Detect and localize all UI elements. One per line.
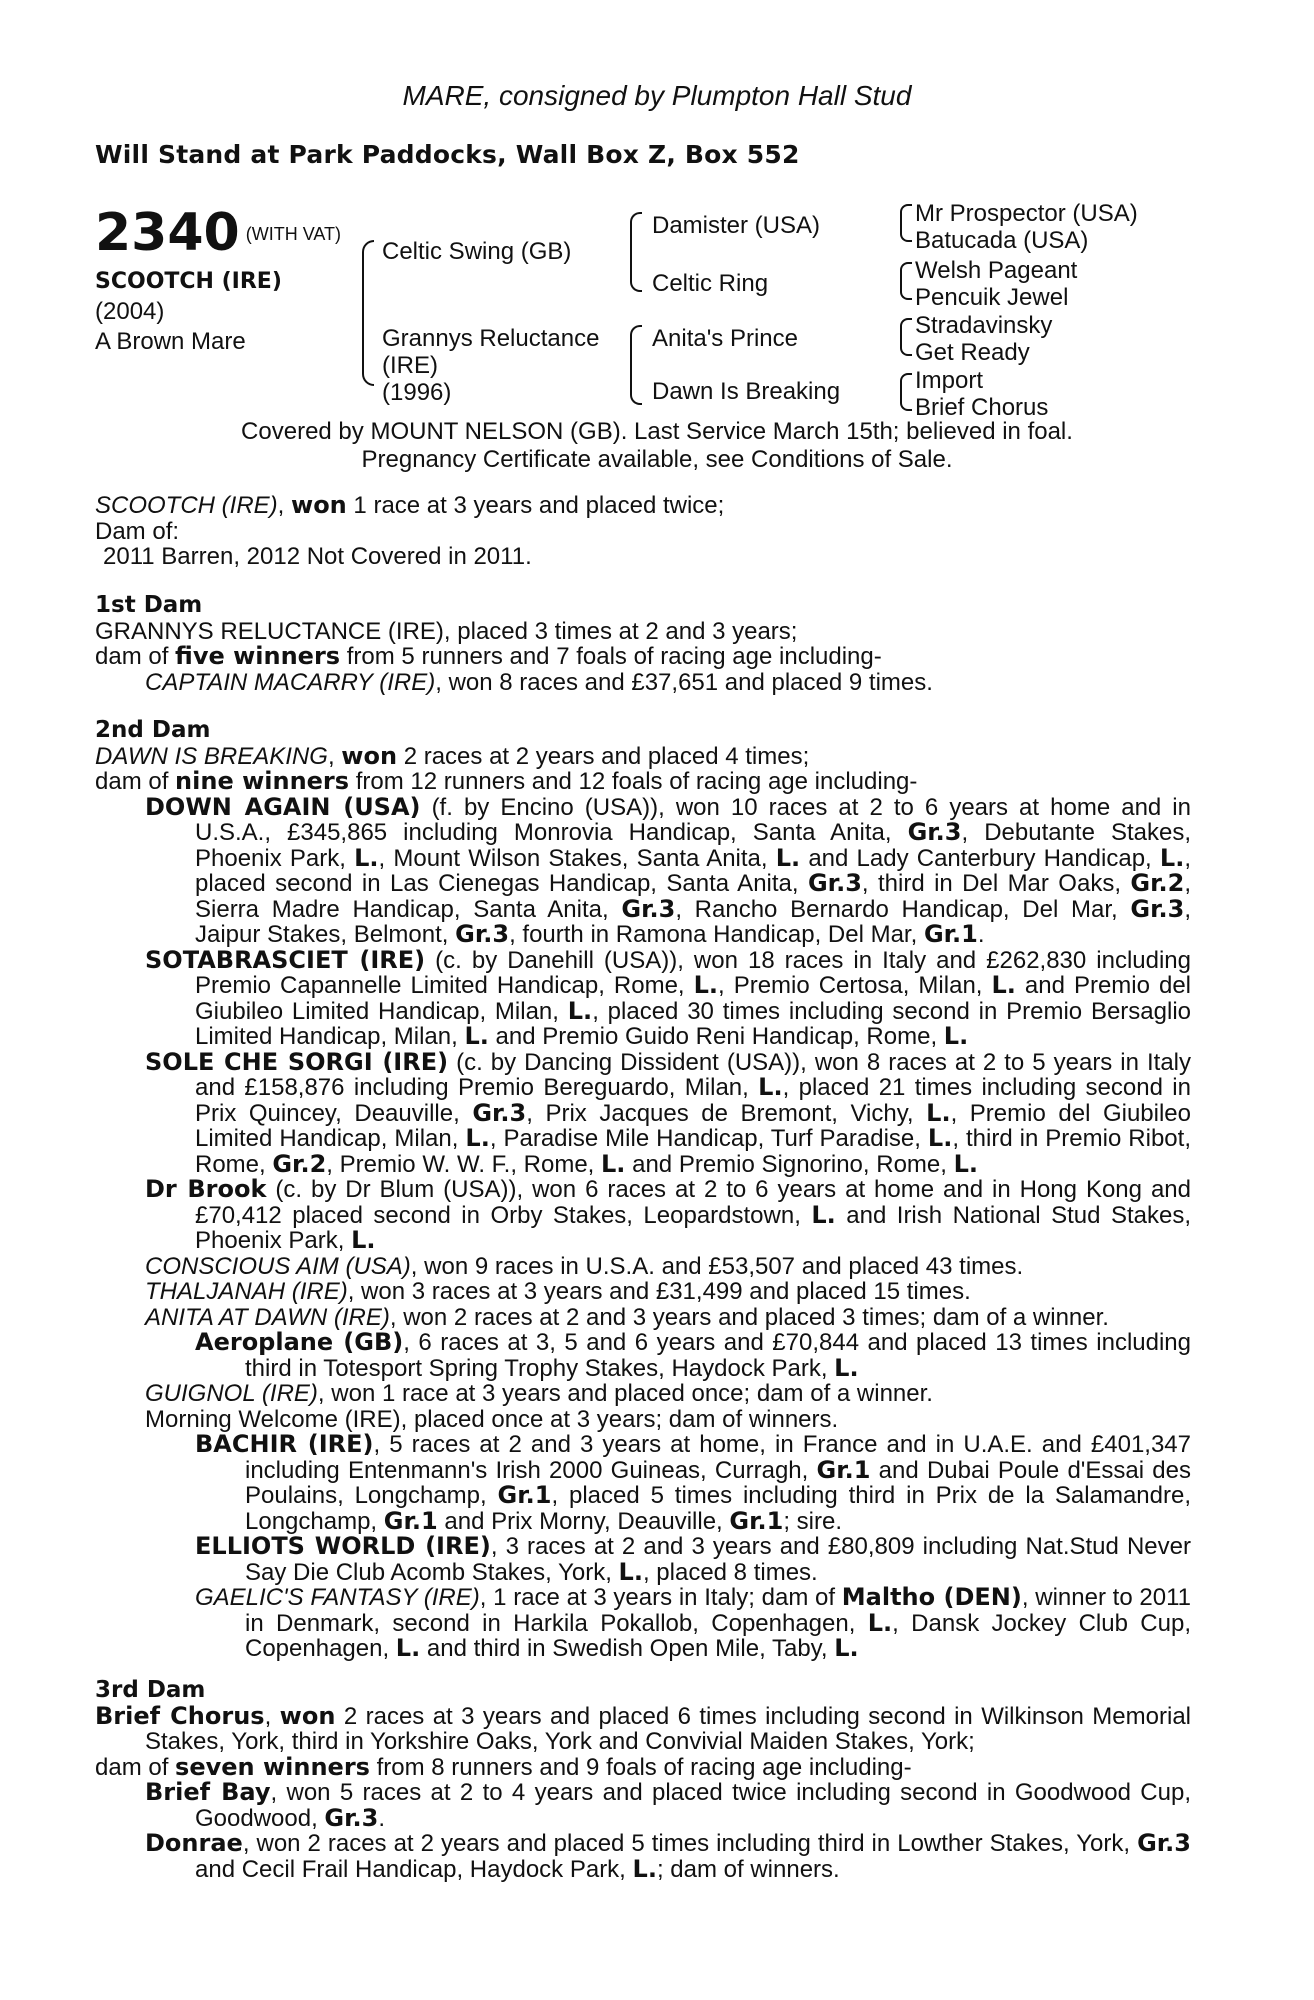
won-text: won [341,741,398,770]
progeny-entry [95,1780,1191,1831]
grade: Gr.3 [807,869,862,897]
text: , fourth in Ramona Handicap, Del Mar, [509,921,924,948]
pedigree-sire-sire: Damister (USA) [652,212,821,239]
pedigree-brace-dam [630,325,642,405]
progeny-name: SOLE CHE SORGI (IRE) [145,1047,449,1076]
grade: L. [943,1022,969,1050]
text: and Cecil Frail Handicap, Haydock Park, [195,1855,633,1883]
grand-progeny-entry [95,1534,1191,1585]
text: , Debutante Stakes, Phoenix Park, [195,819,1192,872]
text: , winner to 2011 in Denmark, second in Harkila Pokallob, Copenhagen, [245,1584,1192,1637]
pedigree-brace-sire [630,212,642,292]
grade: L. [601,1149,626,1178]
grade: Gr.3 [455,920,510,948]
pedigree-g4-7: Import [915,367,984,394]
text: , won 5 races at 2 to 4 years and placed twice including second in Goodwood Cup, Goodwood, [195,1779,1191,1832]
pedigree-dam [382,325,599,406]
winners-count: five winners [175,642,341,670]
pedigree-brace-g4 [900,373,912,411]
text: , Paradise Mile Handicap, Turf Paradise, [489,1125,928,1152]
grade: L. [953,1149,979,1178]
grade: L. [464,1022,489,1050]
covering-line-1: Covered by MOUNT NELSON (GB). Last Service March 15th; believed in foal. [241,418,1073,445]
progeny-name: Brief Bay [145,1778,271,1806]
produce-record-text: 2011 Barren, 2012 Not Covered in 2011. [103,543,532,570]
text: , placed 21 times including second in Prix Quincey, Deauville, [195,1074,1191,1127]
grand-progeny-entry [95,1330,1191,1381]
text: , placed 30 times including second in Premio Bersaglio Limited Handicap, Milan, [195,997,1191,1050]
text: 1 race at 3 years and placed twice; [346,492,725,519]
third-dam-heading: 3rd Dam [95,1677,206,1703]
grade: Gr.3 [1130,894,1185,923]
produce-name: SCOOTCH (IRE) [95,492,278,519]
text: , 1 race at 3 years in Italy; dam of [479,1584,842,1611]
progeny-name: THALJANAH (IRE) [145,1278,348,1305]
text: from 8 runners and 9 foals of racing age including- [369,1753,912,1781]
grade: L. [927,1124,953,1152]
lot-info [95,205,341,357]
text: . [378,1804,386,1832]
covering-note [0,418,1314,474]
second-dam-section [95,718,1191,1662]
text: , Prix Jacques de Bremont, Vichy, [526,1099,927,1127]
pedigree-dam-name: Grannys Reluctance [382,325,600,352]
text: , [277,492,292,519]
text: , Dansk Jockey Club Cup, Copenhagen, [245,1609,1191,1662]
text: , placed 8 times. [642,1558,818,1586]
grade: L. [618,1557,643,1586]
text: 2 races at 2 years and placed 4 times; [397,742,810,770]
grade: Gr.2 [1130,869,1185,897]
text: , won 3 races at 3 years and £31,499 and placed 15 times. [347,1278,971,1305]
grade: L. [395,1634,421,1662]
pedigree-brace-g3 [900,318,912,356]
text: dam of [95,643,176,670]
pedigree-g4-4: Pencuik Jewel [915,284,1069,311]
pedigree-brace-g1 [900,204,912,242]
progeny-name: CONSCIOUS AIM (USA) [145,1252,411,1280]
progeny-name: Maltho (DEN) [841,1583,1022,1611]
grade: Gr.3 [621,894,676,923]
grade: Gr.2 [272,1149,327,1178]
progeny-name: Donrae [145,1829,243,1857]
grade: L. [465,1124,490,1152]
pedigree-sire-dam: Celtic Ring [652,270,769,297]
progeny-name: Dr Brook [145,1175,267,1203]
dam-of-label: Dam of: [95,517,180,545]
text: (c. by Dancing Dissident (USA)), won 8 races at 2 to 5 years in Italy and £158,876 including Premio Bereguardo, Milan, [195,1048,1192,1101]
text: . [977,921,985,948]
grade: L. [758,1073,783,1101]
progeny-entry [95,1305,1191,1331]
progeny-entry [95,1254,1191,1280]
pedigree-g4-2: Batucada (USA) [915,227,1089,254]
pedigree-g4-1: Mr Prospector (USA) [915,200,1138,227]
text: , Premio del Giubileo Limited Handicap, Milan, [195,1099,1191,1152]
grand-progeny-entry [95,1585,1191,1662]
stable-location: Will Stand at Park Paddocks, Wall Box Z, Box 552 [95,140,800,169]
grade: L. [811,1200,836,1229]
pedigree-dam-sire: Anita's Prince [652,325,798,352]
grade: L. [632,1854,657,1883]
horse-name: SCOOTCH (IRE) [95,269,282,294]
pedigree-g4-3: Welsh Pageant [915,257,1078,284]
progeny-entry [95,1381,1191,1407]
progeny-entry [95,792,1192,948]
grade: L. [351,1226,376,1254]
progeny-name: ELLIOTS WORLD (IRE) [195,1532,491,1560]
text: , Sierra Madre Handicap, Santa Anita, [195,870,1191,923]
text: from 5 runners and 7 foals of racing age including- [340,643,882,670]
text: , won 1 race at 3 years and placed once; dam of a winner. [317,1380,933,1407]
text: ; dam of winners. [656,1855,840,1883]
won-text: won [291,491,347,519]
text: (c. by Danehill (USA)), won 18 races in Italy and £262,830 including Premio Capannelle Limited Handicap, Rome, [195,946,1191,999]
text: , [264,1702,280,1730]
progeny-name: SOTABRASCIET (IRE) [145,945,426,974]
text: , won 2 races at 2 and 3 years and placed 3 times; dam of a winner. [389,1303,1109,1331]
grade: Gr.3 [472,1098,527,1127]
second-dam-heading: 2nd Dam [95,717,211,743]
text: and third in Swedish Open Mile, Taby, [420,1635,835,1662]
text: from 12 runners and 12 foals of racing age including- [349,768,918,795]
won-text: won [279,1701,336,1730]
text: , third in Premio Ribot, Rome, [195,1125,1191,1178]
grade: Gr.1 [383,1506,438,1535]
pedigree-g4-8: Brief Chorus [915,394,1049,421]
text: , Premio Certosa, Milan, [718,972,992,999]
grade: Gr.3 [907,818,962,846]
text: , third in Del Mar Oaks, [861,870,1131,897]
text: and Lady Canterbury Handicap, [800,844,1160,872]
consignor-heading: MARE, consigned by Plumpton Hall Stud [402,80,912,111]
winners-count: seven winners [175,1752,370,1781]
text: and Premio del Giubileo Limited Handicap, Milan, [195,972,1191,1025]
text: dam of [95,768,176,795]
grade: L. [567,996,593,1025]
pedigree-dam-country: (IRE) [382,352,438,379]
text: , Jaipur Stakes, Belmont, [195,895,1191,948]
progeny-entry [95,945,1191,1050]
grade: Gr.1 [497,1481,552,1509]
grade: L. [775,843,801,872]
first-dam-heading: 1st Dam [95,592,203,618]
grade: L. [354,843,379,872]
pedigree-dam-dam: Dawn Is Breaking [652,378,841,405]
horse-year: (2004) [95,298,165,325]
pedigree-brace-main [362,240,374,386]
winners-count: nine winners [175,767,350,795]
pedigree-brace-g2 [900,262,912,300]
progeny-entry: Morning Welcome (IRE), placed once at 3 years; dam of winners. [145,1405,839,1433]
lot-number: 2340 [95,203,240,263]
progeny-entry [95,1279,1191,1305]
progeny-entry [95,1831,1191,1882]
grade: Gr.1 [729,1506,784,1535]
text: and Premio Signorino, Rome, [625,1150,954,1178]
pedigree-dam-year: (1996) [382,379,452,406]
progeny-name: DOWN AGAIN (USA) [145,792,421,821]
progeny-name: GAELIC'S FANTASY (IRE) [195,1584,480,1611]
text: , Mount Wilson Stakes, Santa Anita, [378,844,776,872]
produce-record [95,493,1191,570]
dam-entry [95,1701,1191,1755]
text: , [327,742,342,770]
text: , Rancho Bernardo Handicap, Del Mar, [675,895,1131,923]
text: , won 8 races and £37,651 and placed 9 times. [435,668,933,696]
grade: L. [867,1608,893,1637]
text: , won 2 races at 2 years and placed 5 times including third in Lowther Stakes, York, [242,1830,1138,1857]
text: and Prix Morny, Deauville, [437,1507,730,1535]
text: , 3 races at 2 and 3 years and £80,809 including Nat.Stud Never Say Die Club Acomb Stakes, York, [245,1533,1191,1586]
text: (c. by Dr Blum (USA)), won 6 races at 2 to 6 years at home and in Hong Kong and £70,412 placed second in Orby Stakes, Leopardstown, [195,1176,1191,1229]
grand-progeny-entry [95,1432,1191,1534]
text: and Irish National Stud Stakes, Phoenix Park, [195,1201,1191,1254]
dam-name: Brief Chorus [95,1701,265,1730]
progeny-name: BACHIR (IRE) [195,1430,374,1458]
text: and Premio Guido Reni Handicap, Rome, [488,1023,944,1050]
grade: Gr.3 [324,1803,379,1832]
grade: Gr.1 [923,920,978,948]
text: , Premio W. W. F., Rome, [326,1150,602,1178]
text: 2 races at 3 years and placed 6 times including second in Wilkinson Memorial Stakes, York, third in Yorkshire Oaks, York and Convivial Maiden Stakes, York; [145,1702,1191,1755]
grade: L. [834,1634,859,1662]
progeny-name: CAPTAIN MACARRY (IRE) [145,668,436,696]
text: ; sire. [783,1507,842,1535]
grade: Gr.1 [816,1455,871,1484]
text: , placed second in Las Cienegas Handicap, Santa Anita, [195,844,1191,897]
dam-name: DAWN IS BREAKING [95,742,328,770]
progeny-entry [95,1047,1192,1178]
first-dam-line: GRANNYS RELUCTANCE (IRE), placed 3 times at 2 and 3 years; [95,617,798,645]
progeny-entry [95,1177,1191,1254]
grade: L. [991,971,1016,999]
horse-description: A Brown Mare [95,328,246,355]
grade: L. [693,971,719,999]
pedigree-g4-6: Get Ready [915,339,1030,366]
first-dam-section [95,593,1191,695]
text: , placed 5 times including third in Prix de la Salamandre, Longchamp, [245,1482,1191,1535]
covering-line-2: Pregnancy Certificate available, see Conditions of Sale. [361,446,953,473]
vat-note: (WITH VAT) [245,224,342,244]
third-dam-section [95,1678,1191,1882]
text: , 5 races at 2 and 3 years at home, in France and in U.A.E. and £401,347 including Entenmann's Irish 2000 Guineas, Curragh, [245,1431,1191,1484]
progeny-name: Aeroplane (GB) [195,1328,404,1356]
pedigree-g4-5: Stradavinsky [915,312,1053,339]
grade: L. [1159,843,1185,872]
text: , won 9 races in U.S.A. and £53,507 and placed 43 times. [410,1252,1024,1280]
progeny-name: GUIGNOL (IRE) [145,1380,318,1407]
text: dam of [95,1753,176,1781]
grade: Gr.3 [1137,1829,1191,1857]
progeny-name: ANITA AT DAWN (IRE) [145,1303,390,1331]
text: (f. by Encino (USA)), won 10 races at 2 to 6 years at home and in U.S.A., £345,865 including Monrovia Handicap, Santa Anita, [195,793,1191,846]
text: and Dubai Poule d'Essai des Poulains, Longchamp, [245,1456,1191,1509]
grade: L. [834,1353,859,1382]
pedigree-sire: Celtic Swing (GB) [382,238,572,265]
grade: L. [926,1098,951,1127]
text: , 6 races at 3, 5 and 6 years and £70,844 and placed 13 times including third in Totesport Spring Trophy Stakes, Haydock Park, [245,1329,1191,1382]
